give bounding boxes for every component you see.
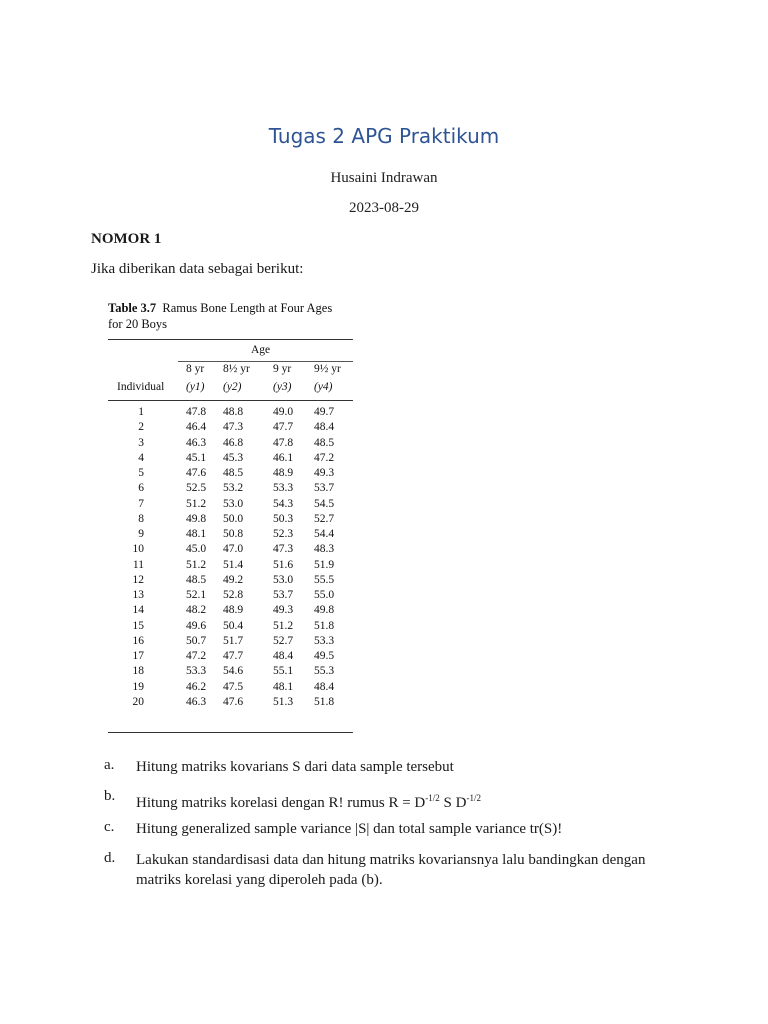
- intro-text: Jika diberikan data sebagai berikut:: [91, 261, 304, 277]
- table-cell-individual: 20: [132, 695, 144, 708]
- document-title: Tugas 2 APG Praktikum: [268, 124, 500, 148]
- table-cell-value: 47.3: [223, 421, 244, 434]
- task-text-part: Hitung matriks korelasi dengan R! rumus R = D: [136, 795, 426, 811]
- table-cell-value: 48.4: [314, 680, 335, 693]
- table-cell-individual: 18: [132, 665, 144, 678]
- column-age-header: 9 yr: [273, 363, 292, 375]
- table-cell-individual: 7: [138, 497, 144, 510]
- table-cell-value: 50.4: [223, 619, 244, 632]
- table-cell-value: 49.6: [186, 619, 207, 632]
- table-cell-value: 47.7: [223, 650, 244, 662]
- task-text: Hitung generalized sample variance |S| dan total sample variance tr(S)!: [136, 821, 563, 837]
- table-cell-value: 53.7: [314, 482, 335, 495]
- table-cell-value: 53.0: [223, 497, 244, 510]
- table-cell-individual: 13: [132, 589, 144, 601]
- table-cell-value: 48.3: [314, 543, 335, 556]
- table-cell-value: 45.0: [186, 543, 207, 556]
- column-age-header: 8 yr: [186, 363, 205, 375]
- table-cell-value: 55.3: [314, 665, 335, 678]
- table-cell-value: 50.3: [273, 512, 294, 525]
- table-caption-label: Table 3.7: [108, 301, 157, 315]
- table-cell-value: 49.3: [314, 467, 335, 479]
- table-cell-individual: 11: [132, 558, 144, 571]
- table-cell-individual: 17: [132, 650, 144, 662]
- age-header: Age: [251, 344, 271, 356]
- table-cell-value: 48.5: [314, 436, 335, 449]
- table-cell-value: 48.1: [273, 680, 294, 693]
- column-variable-header: (y3): [273, 381, 292, 393]
- table-age-rule: [178, 361, 353, 362]
- table-cell-value: 52.3: [273, 528, 294, 540]
- table-cell-value: 49.3: [273, 604, 294, 617]
- table-cell-value: 46.2: [186, 680, 207, 693]
- table-cell-value: 48.8: [223, 406, 244, 418]
- table-cell-value: 54.3: [273, 497, 294, 510]
- table-cell-value: 47.5: [223, 680, 244, 693]
- table-cell-value: 47.2: [314, 451, 335, 464]
- table-cell-individual: 19: [132, 680, 144, 693]
- table-cell-value: 48.4: [273, 650, 294, 662]
- table-top-rule: [108, 339, 353, 340]
- table-cell-individual: 1: [138, 406, 144, 418]
- document-date: 2023-08-29: [349, 200, 419, 216]
- table-cell-value: 53.0: [273, 573, 294, 586]
- table-cell-value: 55.1: [273, 665, 294, 678]
- table-header-rule: [108, 400, 353, 401]
- table-cell-individual: 10: [132, 543, 144, 556]
- table-cell-value: 49.8: [186, 512, 207, 525]
- table-cell-individual: 4: [138, 451, 144, 464]
- column-variable-header: (y4): [314, 381, 333, 393]
- table-cell-value: 49.5: [314, 650, 335, 662]
- table-cell-value: 47.3: [273, 543, 294, 556]
- task-label: b.: [104, 788, 116, 804]
- table-cell-value: 51.2: [273, 619, 294, 632]
- table-cell-value: 48.5: [186, 573, 207, 586]
- table-cell-value: 51.4: [223, 558, 244, 571]
- table-cell-value: 48.9: [273, 467, 294, 479]
- table-cell-value: 48.2: [186, 604, 207, 617]
- table-cell-individual: 5: [138, 467, 144, 479]
- task-label: d.: [104, 850, 116, 866]
- table-cell-value: 46.1: [273, 451, 294, 464]
- task-label: c.: [104, 819, 115, 835]
- table-cell-value: 53.3: [273, 482, 294, 495]
- table-cell-value: 47.8: [186, 406, 207, 418]
- table-caption: [108, 300, 353, 332]
- table-cell-value: 48.5: [223, 467, 244, 479]
- data-table: [108, 300, 353, 708]
- table-cell-value: 49.0: [273, 406, 294, 418]
- table-cell-value: 55.0: [314, 589, 335, 601]
- table-cell-value: 45.1: [186, 451, 207, 464]
- table-cell-individual: 12: [132, 573, 144, 586]
- table-caption-text: Ramus Bone Length at Four Ages: [162, 301, 333, 315]
- table-cell-value: 52.8: [223, 589, 244, 601]
- table-cell-value: 48.1: [186, 528, 207, 540]
- table-cell-value: 46.3: [186, 436, 207, 449]
- table-cell-individual: 14: [132, 604, 144, 617]
- table-cell-individual: 3: [138, 436, 144, 449]
- table-cell-individual: 8: [138, 512, 144, 525]
- table-cell-individual: 9: [138, 528, 144, 540]
- table-cell-value: 50.7: [186, 634, 207, 647]
- table-cell-value: 47.7: [273, 421, 294, 434]
- table-cell-value: 53.3: [186, 665, 207, 678]
- table-cell-value: 50.0: [223, 512, 244, 525]
- table-cell-value: 48.9: [223, 604, 244, 617]
- column-variable-header: (y1): [186, 381, 205, 393]
- table-cell-value: 46.3: [186, 695, 207, 708]
- task-text: Lakukan standardisasi data dan hitung matriks kovariansnya lalu bandingkan dengan matriks korelasi yang diperoleh pada (b).: [136, 852, 646, 888]
- task-text: Hitung matriks kovarians S dari data sample tersebut: [136, 759, 454, 775]
- table-cell-value: 46.8: [223, 436, 244, 449]
- column-age-header: 9½ yr: [314, 363, 341, 375]
- table-cell-value: 50.8: [223, 528, 244, 540]
- table-cell-value: 47.6: [186, 467, 207, 479]
- table-cell-value: 53.7: [273, 589, 294, 601]
- table-cell-individual: 16: [132, 634, 144, 647]
- table-cell-value: 52.1: [186, 589, 207, 601]
- task-text: [136, 788, 676, 813]
- table-cell-value: 54.6: [223, 665, 244, 678]
- section-heading: NOMOR 1: [91, 231, 162, 247]
- table-cell-value: 51.6: [273, 558, 294, 571]
- table-cell-value: 51.3: [273, 695, 294, 708]
- table-cell-value: 52.5: [186, 482, 207, 495]
- table-caption-line2: for 20 Boys: [108, 317, 168, 331]
- table-cell-individual: 2: [138, 421, 144, 434]
- table-cell-value: 51.8: [314, 619, 335, 632]
- task-superscript: -1/2: [466, 793, 481, 803]
- table-cell-value: 47.8: [273, 436, 294, 449]
- table-cell-individual: 6: [138, 482, 144, 495]
- table-cell-value: 49.8: [314, 604, 335, 617]
- task-superscript: -1/2: [425, 793, 440, 803]
- table-cell-value: 51.9: [314, 558, 335, 571]
- table-cell-value: 51.2: [186, 497, 207, 510]
- column-age-header: 8½ yr: [223, 363, 250, 375]
- table-cell-value: 45.3: [223, 451, 244, 464]
- task-text-part: S D: [439, 795, 467, 811]
- table-cell-value: 51.7: [223, 634, 244, 647]
- individual-header: Individual: [117, 381, 165, 393]
- column-variable-header: (y2): [223, 381, 242, 393]
- table-cell-value: 47.6: [223, 695, 244, 708]
- table-cell-value: 55.5: [314, 573, 335, 586]
- table-cell-value: 49.2: [223, 573, 244, 586]
- table-cell-value: 53.3: [314, 634, 335, 647]
- table-cell-value: 53.2: [223, 482, 244, 495]
- table-cell-value: 48.4: [314, 421, 335, 434]
- table-cell-value: 49.7: [314, 406, 335, 418]
- author-name: Husaini Indrawan: [330, 170, 438, 186]
- table-cell-value: 52.7: [273, 634, 294, 647]
- table-cell-value: 47.2: [186, 650, 207, 662]
- table-cell-value: 54.5: [314, 497, 335, 510]
- table-cell-value: 46.4: [186, 421, 207, 434]
- table-cell-value: 51.2: [186, 558, 207, 571]
- task-label: a.: [104, 757, 115, 773]
- table-bottom-rule: [108, 732, 353, 733]
- table-cell-value: 51.8: [314, 695, 335, 708]
- table-cell-value: 52.7: [314, 512, 335, 525]
- table-cell-value: 47.0: [223, 543, 244, 556]
- table-cell-individual: 15: [132, 619, 144, 632]
- table-cell-value: 54.4: [314, 528, 335, 540]
